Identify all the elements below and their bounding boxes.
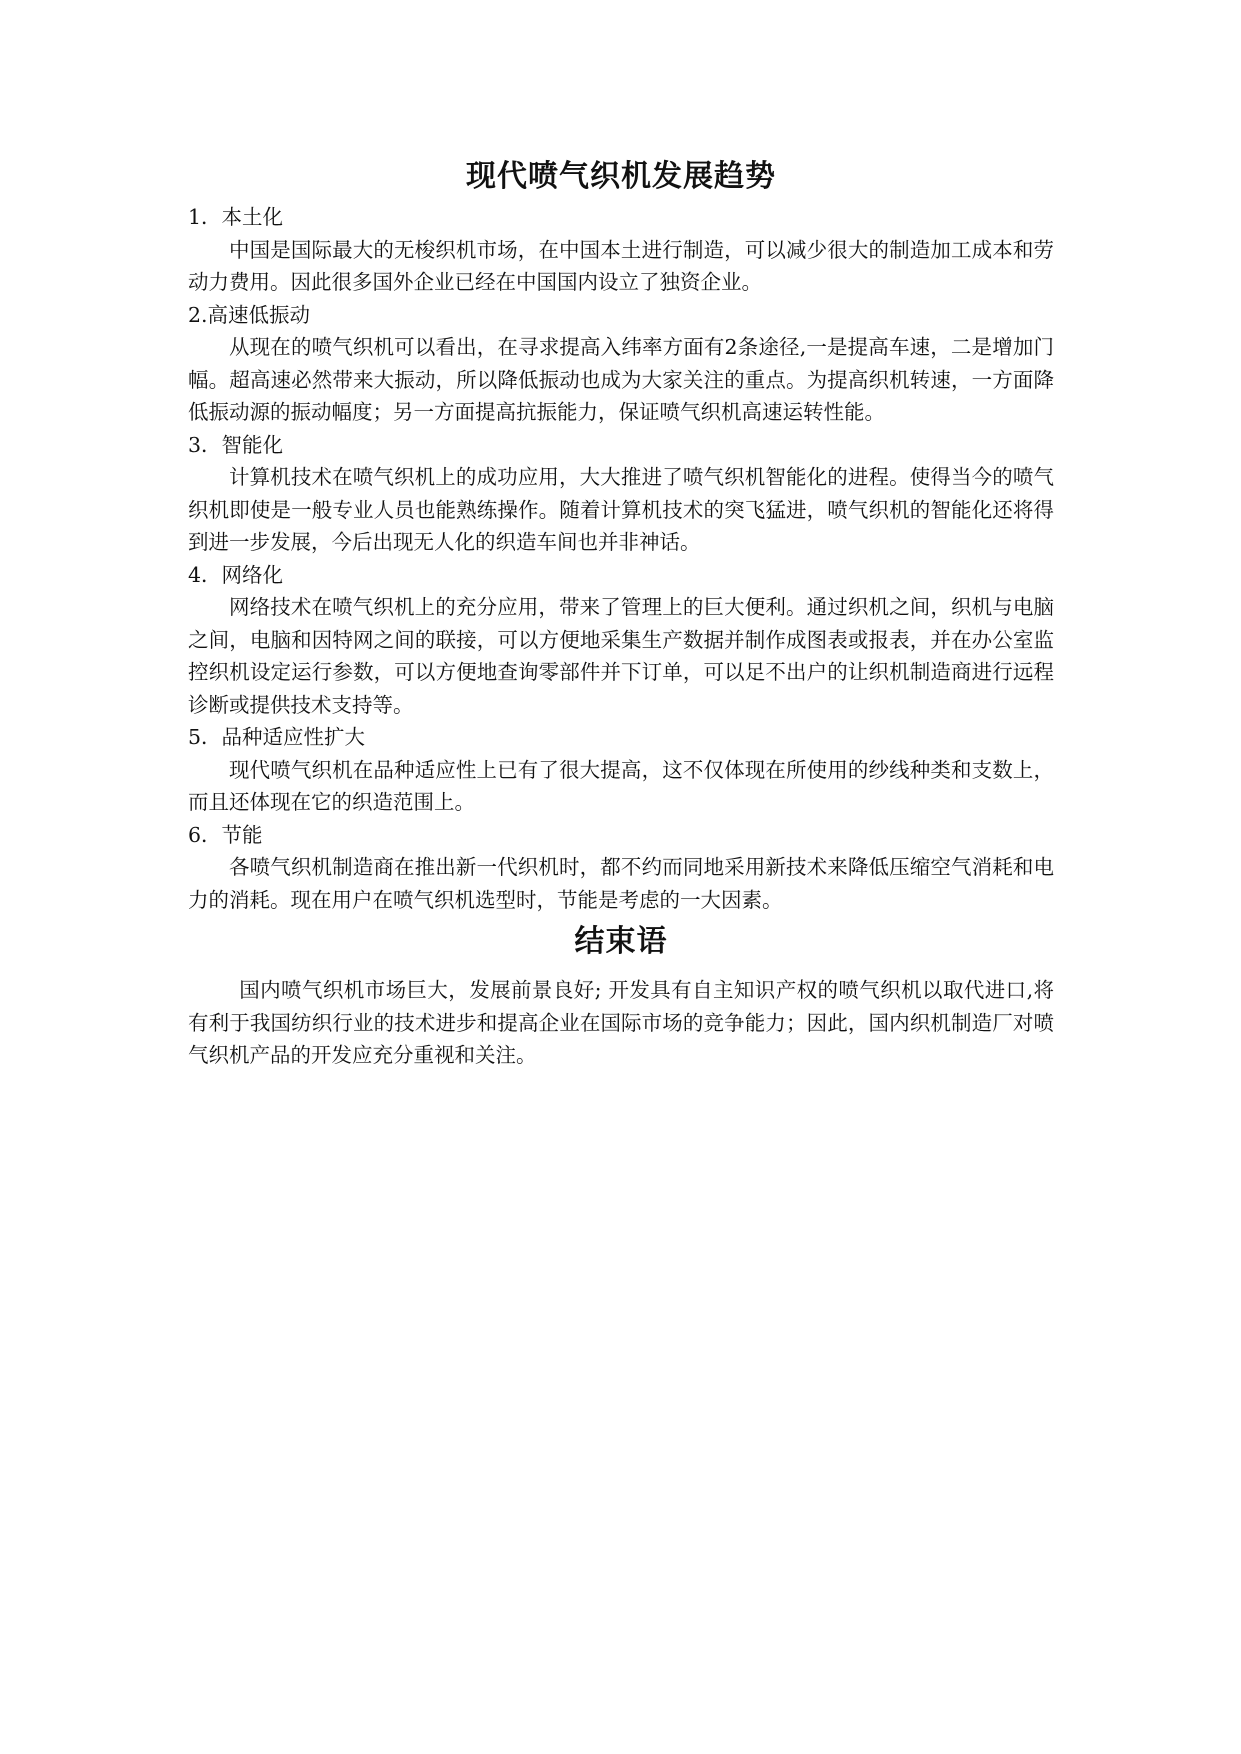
document-page: [188, 155, 1054, 1072]
section-localization: [188, 201, 1054, 299]
closing-paragraph: 国内喷气织机市场巨大，发展前景良好; 开发具有自主知识产权的喷气织机以取代进口,将有利于我国纺织行业的技术进步和提高企业在国际市场的竞争能力；因此，国内织机制造厂对喷气织机产品的开发应充分重视和关注。: [188, 978, 1054, 1067]
section-paragraph: 从现在的喷气织机可以看出，在寻求提高入纬率方面有2条途径,一是提高车速，二是增加门幅。超高速必然带来大振动，所以降低振动也成为大家关注的重点。为提高织机转速，一方面降低振动源的振动幅度；另一方面提高抗振能力，保证喷气织机高速运转性能。: [188, 335, 1054, 424]
section-heading: 4．网络化: [188, 562, 284, 587]
section-variety: [188, 721, 1054, 819]
section-heading: 1．本土化: [188, 205, 284, 229]
section-energy-saving: [188, 819, 1054, 917]
document-title: 现代喷气织机发展趋势: [466, 159, 776, 194]
section-paragraph: 各喷气织机制造商在推出新一代织机时，都不约而同地采用新技术来降低压缩空气消耗和电力的消耗。现在用户在喷气织机选型时，节能是考虑的一大因素。: [188, 855, 1054, 912]
section-paragraph: 中国是国际最大的无梭织机市场，在中国本土进行制造，可以减少很大的制造加工成本和劳动力费用。因此很多国外企业已经在中国国内设立了独资企业。: [188, 237, 1054, 294]
section-paragraph: 计算机技术在喷气织机上的成功应用，大大推进了喷气织机智能化的进程。使得当今的喷气织机即使是一般专业人员也能熟练操作。随着计算机技术的突飞猛进，喷气织机的智能化还将得到进一步发展，今后出现无人化的织造车间也并非神话。: [188, 465, 1054, 554]
section-high-speed: [188, 299, 1054, 429]
section-intelligence: [188, 429, 1054, 559]
section-networking: [188, 559, 1054, 722]
section-heading: 3．智能化: [188, 432, 284, 457]
section-heading: 2.高速低振动: [188, 302, 311, 327]
section-paragraph: 现代喷气织机在品种适应性上已有了很大提高，这不仅体现在所使用的纱线种类和支数上，而且还体现在它的织造范围上。: [188, 757, 1054, 814]
section-heading: 5．品种适应性扩大: [188, 725, 366, 749]
section-paragraph: 网络技术在喷气织机上的充分应用，带来了管理上的巨大便利。通过织机之间，织机与电脑之间，电脑和因特网之间的联接，可以方便地采集生产数据并制作成图表或报表，并在办公室监控织机设定运行参数，可以方便地查询零部件并下订单，可以足不出户的让织机制造商进行远程诊断或提供技术支持等。: [188, 595, 1054, 717]
closing-title: 结束语: [574, 924, 668, 959]
section-heading: 6．节能: [188, 822, 263, 847]
